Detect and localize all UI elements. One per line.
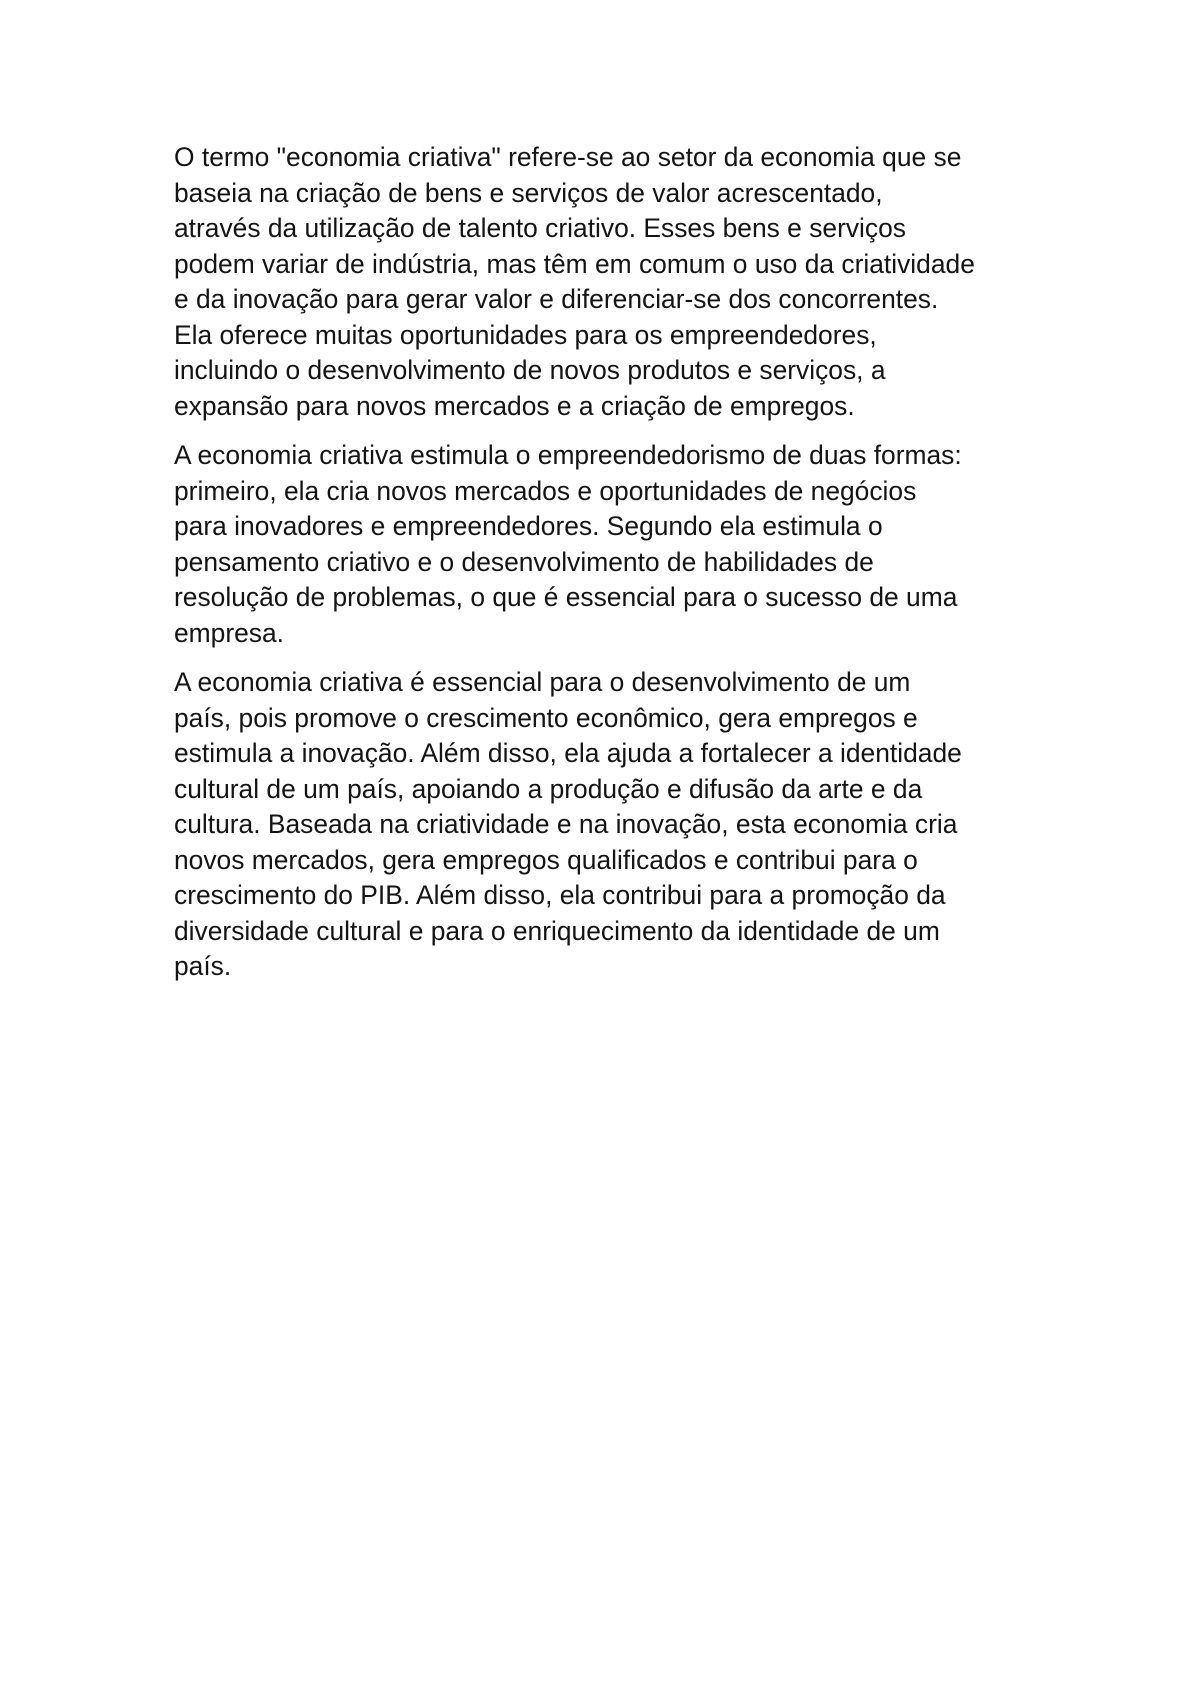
paragraph-line: através da utilização de talento criativo. Esses bens e serviços xyxy=(174,213,906,243)
paragraph-line: pensamento criativo e o desenvolvimento de habilidades de xyxy=(174,546,874,577)
paragraph-line: incluindo o desenvolvimento de novos produtos e serviços, a xyxy=(174,355,886,385)
paragraph-2 xyxy=(174,438,1054,651)
paragraph-line: estimula a inovação. Além disso, ela ajuda a fortalecer a identidade xyxy=(174,738,962,768)
paragraph-line: cultura. Baseada na criatividade e na inovação, esta economia cria xyxy=(174,809,958,839)
paragraph-line: empresa. xyxy=(174,617,285,648)
document-body xyxy=(174,140,1054,999)
paragraph-line: cultural de um país, apoiando a produção e difusão da arte e da xyxy=(174,773,923,804)
paragraph-1 xyxy=(174,140,1054,424)
paragraph-3 xyxy=(174,665,1054,985)
paragraph-line: resolução de problemas, o que é essencial para o sucesso de uma xyxy=(174,582,958,612)
paragraph-line: diversidade cultural e para o enriquecimento da identidade de um xyxy=(174,915,940,946)
paragraph-line: país. xyxy=(174,951,232,981)
paragraph-line: e da inovação para gerar valor e diferenciar-se dos concorrentes. xyxy=(174,284,939,314)
paragraph-line: para inovadores e empreendedores. Segundo ela estimula o xyxy=(174,511,883,541)
paragraph-line: expansão para novos mercados e a criação de empregos. xyxy=(174,390,855,421)
paragraph-line: Ela oferece muitas oportunidades para os empreendedores, xyxy=(174,319,877,350)
paragraph-line: podem variar de indústria, mas têm em comum o uso da criatividade xyxy=(174,248,975,279)
paragraph-line: país, pois promove o crescimento econômico, gera empregos e xyxy=(174,702,918,733)
paragraph-line: O termo "economia criativa" refere-se ao setor da economia que se xyxy=(174,142,962,172)
paragraph-line: A economia criativa estimula o empreendedorismo de duas formas: xyxy=(174,440,962,470)
paragraph-line: crescimento do PIB. Além disso, ela contribui para a promoção da xyxy=(174,880,946,910)
paragraph-line: primeiro, ela cria novos mercados e oportunidades de negócios xyxy=(174,475,917,506)
paragraph-line: baseia na criação de bens e serviços de valor acrescentado, xyxy=(174,177,883,208)
paragraph-line: A economia criativa é essencial para o desenvolvimento de um xyxy=(174,667,911,697)
paragraph-line: novos mercados, gera empregos qualificados e contribui para o xyxy=(174,844,918,875)
